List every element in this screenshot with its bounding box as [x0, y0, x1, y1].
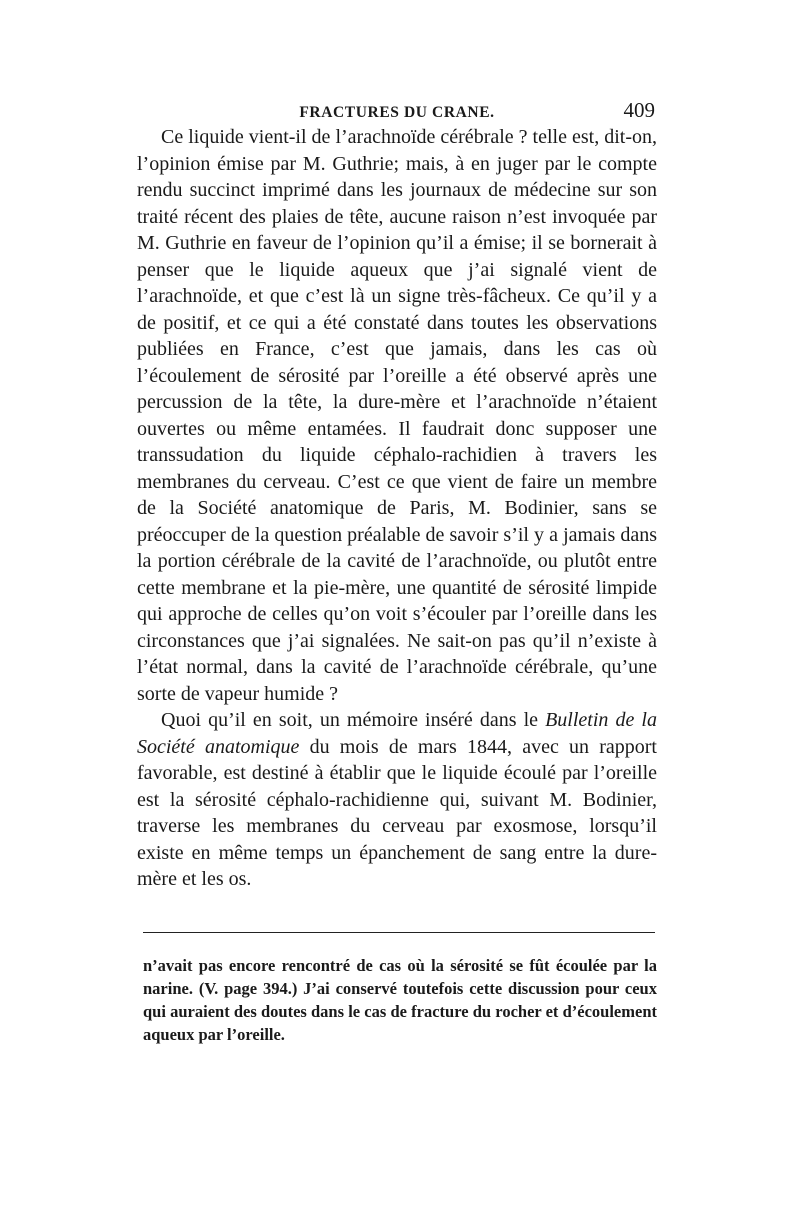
- paragraph: Ce liquide vient-il de l’arachnoïde cérébrale ? telle est, dit-on, l’opinion émise par M. Guthrie; mais, à en juger par le compte rendu succinct imprimé dans les journaux de médecine sur son traité récent des plaies de tête, aucune raison n’est invoquée par M. Guthrie en faveur de l’opinion qu’il a émise; il se bornerait à penser que le liquide aqueux que j’ai signalé vient de l’arachnoïde, et que c’est là un signe très-fâcheux. Ce qu’il y a de positif, et ce qui a été constaté dans toutes les observations publiées en France, c’est que jamais, dans les cas où l’écoulement de sérosité par l’oreille a été observé après une percussion de la tête, la dure-mère et l’arachnoïde n’étaient ouvertes ou même entamées. Il faudrait donc supposer une transsudation du liquide céphalo-rachidien à travers les membranes du cerveau. C’est ce que vient de faire un membre de la Société anatomique de Paris, M. Bodinier, sans se préoccuper de la question préalable de savoir s’il y a jamais dans la portion cérébrale de la cavité de l’arachnoïde, ou plutôt entre cette membrane et la pie-mère, une quantité de sérosité limpide qui approche de celles qu’on voit s’écouler par l’oreille dans les circonstances que j’ai signalées. Ne sait-on pas qu’il n’existe à l’état normal, dans la cavité de l’arachnoïde cérébrale, qu’une sorte de vapeur humide ?: [137, 126, 657, 705]
- paragraph: [137, 707, 657, 893]
- main-text: [137, 124, 657, 893]
- footnote-divider: [143, 932, 655, 933]
- paragraph-text: Quoi qu’il en soit, un mémoire inséré dans le: [161, 709, 546, 731]
- journal-title: Bulletin de la Société anatomique: [137, 709, 657, 758]
- paragraph-text: du mois de mars 1844, avec un rapport favorable, est destiné à établir que le liquide écoulé par l’oreille est la sérosité céphalo-rachidienne qui, suivant M. Bodinier, traverse les membranes du cerveau par exosmose, lorsqu’il existe en même temps un épanchement de sang entre la dure-mère et les os.: [137, 735, 657, 890]
- footnote: n’avait pas encore rencontré de cas où la sérosité se fût écoulée par la narine. (V. page 394.) J’ai conservé toutefois cette discussion pour ceux qui auraient des doutes dans le cas de fracture du rocher et d’écoulement aqueux par l’oreille.: [143, 956, 657, 1044]
- running-title: FRACTURES DU CRANE.: [299, 104, 495, 121]
- page-number: 409: [623, 98, 655, 122]
